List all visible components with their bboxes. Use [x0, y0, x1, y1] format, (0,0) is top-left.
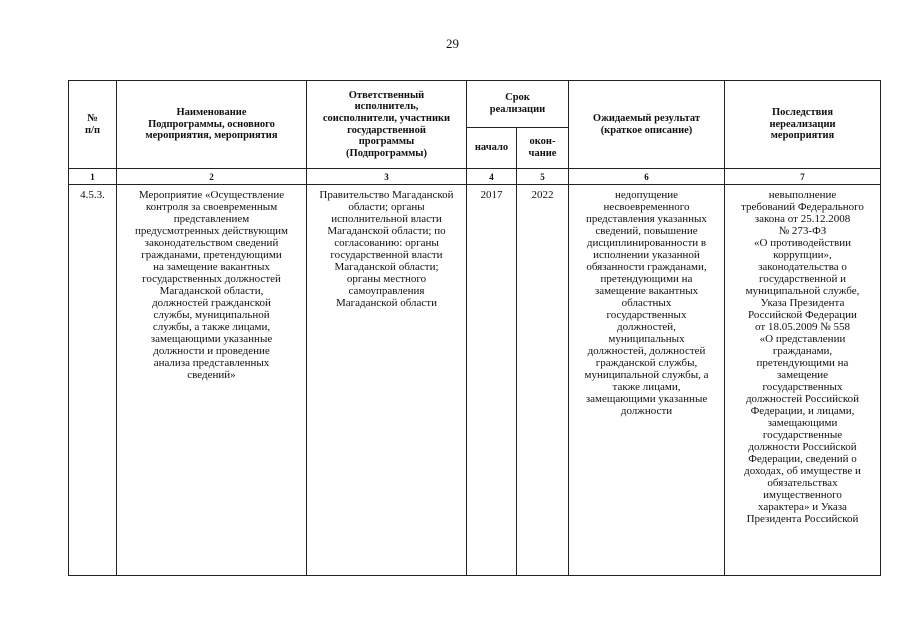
table-row — [69, 185, 881, 576]
column-number: 5 — [517, 169, 569, 185]
column-number: 1 — [69, 169, 117, 185]
page-number: 29 — [446, 36, 459, 51]
row-consequence: невыполнение требований Федерального закона от 25.12.2008 № 273-ФЗ «О противодействии коррупции», законодательства о государственной и муниципальной службе, Указа Президента Российской Федерации от 18.05.2009 № 558 «О представлении гражданами, претендующими на замещение государственных должностей Российской Федерации, и лицами, замещающими государственные должности Российской Федерации, сведений о доходах, об имуществе и обязательствах имущественного характера» и Указа Президента Российской — [725, 185, 881, 576]
header-col-start: начало — [467, 128, 517, 169]
column-number: 3 — [307, 169, 467, 185]
header-col-term: Срок реализации — [467, 81, 569, 128]
header-col-consequence: Последствия нереализации мероприятия — [725, 81, 881, 169]
column-number: 4 — [467, 169, 517, 185]
header-row-1 — [69, 81, 881, 128]
header-col-number: № п/п — [69, 81, 117, 169]
program-table — [68, 80, 881, 576]
row-end-year: 2022 — [517, 185, 569, 576]
column-number-row — [69, 169, 881, 185]
row-executor: Правительство Магаданской области; органы исполнительной власти Магаданской области; по согласованию: органы государственной власти Магаданской области; органы местного самоуправления Магаданской области — [307, 185, 467, 576]
row-name: Мероприятие «Осуществление контроля за своевременным представлением предусмотренных действующим законодательством сведений гражданами, претендующими на замещение вакантных государственных должностей Магаданской области, должностей гражданской службы, муниципальной службы, а также лицами, замещающими указанные должности и проведение анализа представленных сведений» — [117, 185, 307, 576]
row-number: 4.5.3. — [69, 185, 117, 576]
header-col-executor: Ответственный исполнитель, соисполнители, участники государственной программы (Подпрограммы) — [307, 81, 467, 169]
header-col-result: Ожидаемый результат (краткое описание) — [569, 81, 725, 169]
header-col-end: окон- чание — [517, 128, 569, 169]
header-col-name: Наименование Подпрограммы, основного мероприятия, мероприятия — [117, 81, 307, 169]
row-result: недопущение несвоевременного представления указанных сведений, повышение дисциплинированности в исполнении указанной обязанности гражданами, претендующими на замещение вакантных областных государственных должностей, муниципальных должностей, должностей гражданской службы, муниципальной службы, а также лицами, замещающими указанные должности — [569, 185, 725, 576]
row-start-year: 2017 — [467, 185, 517, 576]
column-number: 7 — [725, 169, 881, 185]
column-number: 2 — [117, 169, 307, 185]
column-number: 6 — [569, 169, 725, 185]
